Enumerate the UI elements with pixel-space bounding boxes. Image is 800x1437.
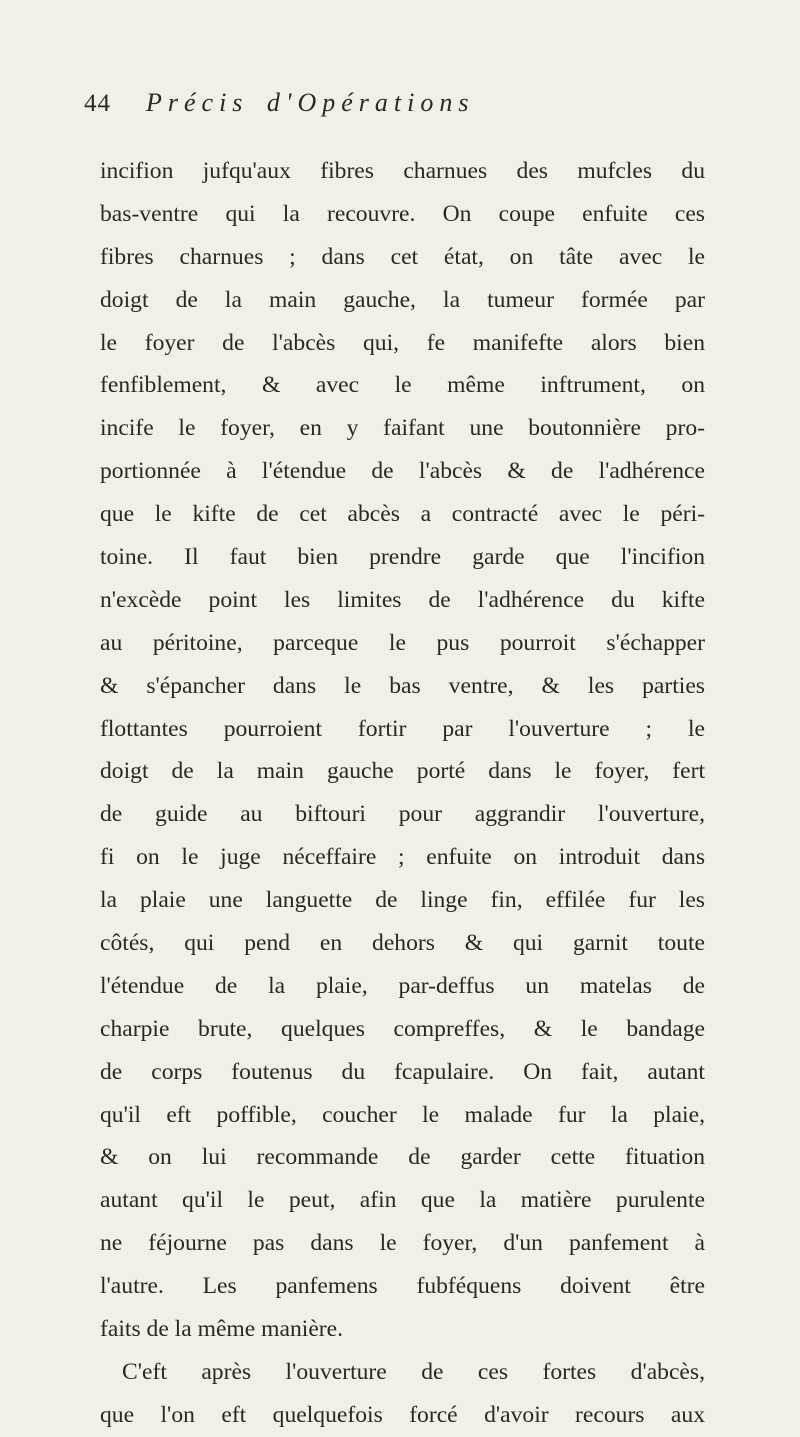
text-line: fenfiblement, & avec le même inftrument, on (100, 372, 705, 399)
text-line: de corps foutenus du fcapulaire. On fait, autant (100, 1058, 705, 1085)
text-line: C'eft après l'ouverture de ces fortes d'abcès, (122, 1358, 705, 1385)
text-line: au péritoine, parceque le pus pourroit s'échapper (100, 629, 705, 656)
text-line: n'excède point les limites de l'adhérence du kifte (100, 586, 705, 613)
page-number: 44 (84, 90, 111, 117)
text-line: & on lui recommande de garder cette fituation (100, 1144, 705, 1171)
text-line: l'autre. Les panfemens fubféquens doivent être (100, 1273, 705, 1300)
text-line: charpie brute, quelques compreffes, & le bandage (100, 1015, 705, 1042)
text-line: le foyer de l'abcès qui, fe manifefte alors bien (100, 329, 705, 356)
text-line: fi on le juge néceffaire ; enfuite on introduit dans (100, 844, 705, 871)
text-line: côtés, qui pend en dehors & qui garnit toute (100, 930, 705, 957)
body-text (100, 150, 705, 1437)
text-line: ne féjourne pas dans le foyer, d'un panfement à (100, 1230, 705, 1257)
running-title: Précis d'Opérations (146, 88, 475, 117)
text-line: flottantes pourroient fortir par l'ouverture ; le (100, 715, 705, 742)
text-line: incifion jufqu'aux fibres charnues des mufcles du (100, 158, 705, 184)
text-line: faits de la même manière. (100, 1316, 344, 1343)
text-line: que le kifte de cet abcès a contracté avec le péri- (100, 501, 705, 528)
text-line: bas-ventre qui la recouvre. On coupe enfuite ces (100, 200, 705, 227)
text-line: qu'il eft poffible, coucher le malade fur la plaie, (100, 1101, 705, 1128)
text-line: toine. Il faut bien prendre garde que l'incifion (100, 544, 705, 571)
text-line: que l'on eft quelquefois forcé d'avoir recours aux (100, 1401, 705, 1428)
text-line: l'étendue de la plaie, par-deffus un matelas de (100, 972, 705, 999)
text-line: autant qu'il le peut, afin que la matière purulente (100, 1187, 705, 1214)
text-line: doigt de la main gauche, la tumeur formée par (100, 286, 705, 313)
text-line: fibres charnues ; dans cet état, on tâte avec le (100, 243, 705, 270)
text-line: doigt de la main gauche porté dans le foyer, fert (100, 758, 705, 785)
text-line: la plaie une languette de linge fin, effilée fur les (100, 887, 705, 914)
text-line: portionnée à l'étendue de l'abcès & de l'adhérence (100, 458, 705, 485)
text-line: de guide au biftouri pour aggrandir l'ouverture, (100, 801, 705, 828)
page-header (84, 88, 724, 128)
text-line: & s'épancher dans le bas ventre, & les parties (100, 672, 705, 699)
text-line: incife le foyer, en y faifant une boutonnière pro- (100, 415, 705, 442)
